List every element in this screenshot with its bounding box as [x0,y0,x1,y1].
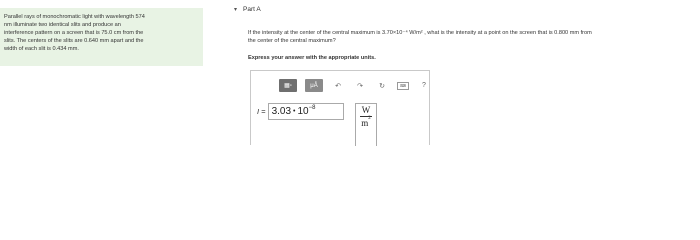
problem-line: interference pattern on a screen that is 75.0 cm from the [4,30,144,36]
value-base: 10 [297,106,309,117]
keyboard-icon[interactable]: ⌨ [397,82,409,90]
problem-statement [0,8,203,66]
unit-denominator-exponent: 2 [368,116,371,121]
question-line: the center of the central maximum? [248,38,336,44]
answer-box [250,70,430,145]
problem-line: width of each slit is 0.434 mm. [4,46,79,52]
problem-line: slits. The centers of the slits are 0.640 mm apart and the [4,38,144,44]
answer-instruction: Express your answer with the appropriate units. [248,55,376,61]
answer-row [257,103,344,120]
unit-numerator: W [361,105,371,115]
value-input[interactable] [268,103,344,120]
question-text [248,29,700,45]
question-line: If the intensity at the center of the central maximum is 3.70×10⁻⁴ W/m² , what is the intensity at a point on the screen that is 0.800 mm from [248,30,592,36]
value-mantissa: 3.03 [271,106,292,117]
value-exponent: −8 [308,104,316,111]
problem-line: nm illuminate two identical slits and produce an [4,22,121,28]
part-title: Part A [243,5,261,13]
help-icon[interactable]: ? [422,82,426,89]
redo-icon[interactable]: ↷ [357,82,363,90]
reset-icon[interactable]: ↻ [379,82,385,90]
part-a-header[interactable] [234,3,261,15]
symbols-button[interactable]: μÅ [305,79,323,92]
answer-label: I = [257,107,266,116]
times-dot: • [293,108,296,115]
chevron-down-icon[interactable]: ▾ [234,6,238,13]
unit-denominator: m [361,118,369,128]
units-input[interactable] [355,103,377,146]
undo-icon[interactable]: ↶ [335,82,341,90]
math-toolbar [279,79,431,92]
problem-line: Parallel rays of monochromatic light with wavelength 574 [4,14,145,20]
templates-icon[interactable]: ▦▫ [279,79,297,92]
unit-denominator-group [361,118,371,128]
